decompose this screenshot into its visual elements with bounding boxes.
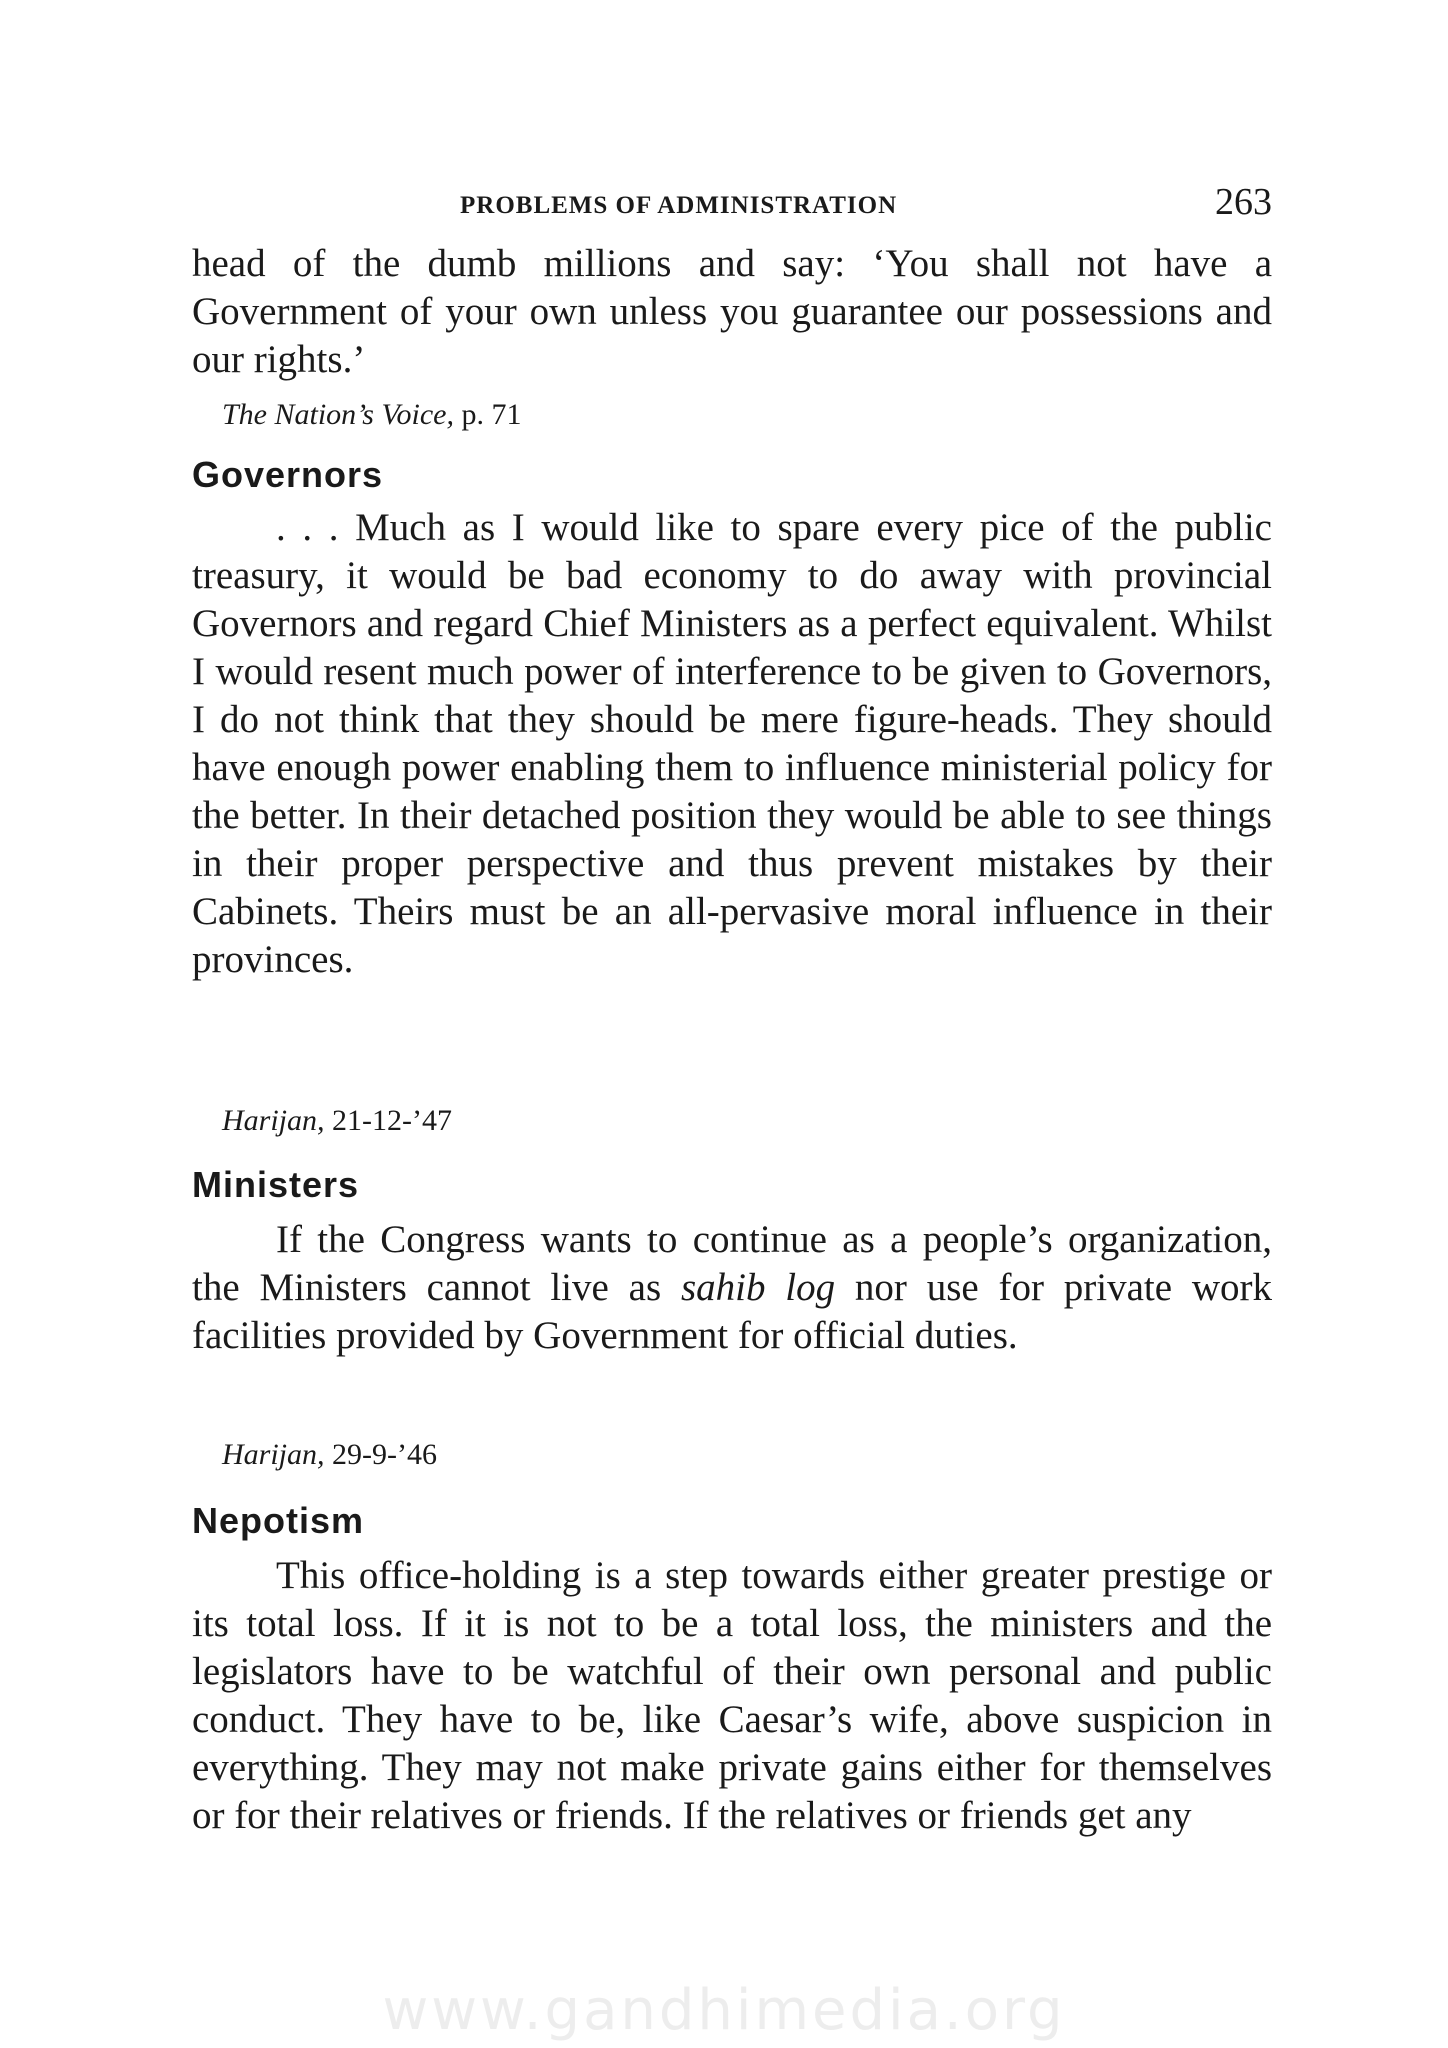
citation-governors [222,1104,452,1138]
citation-title: Harijan, [222,1438,325,1471]
continuation-citation [222,398,521,432]
heading-nepotism: Nepotism [192,1500,365,1541]
continuation-paragraph: head of the dumb millions and say: ‘You shall not have a Government of your own unless you guarantee our possessions and our rights.’ [192,242,1272,381]
page-number: 263 [1215,181,1272,223]
citation-title: The Nation’s Voice, [222,398,454,431]
paragraph-ministers [192,1216,1272,1360]
citation-ref: 21-12-’47 [332,1104,452,1137]
citation-ref: 29-9-’46 [332,1438,437,1471]
paragraph-governors: . . . Much as I would like to spare every pice of the public treasury, it would be bad economy to do away with provincial Governors and regard Chief Ministers as a perfect equivalent. Whilst I would resent much power of interference to be given to Governors, I do not think that they should be mere figure-heads. They should have enough power enabling them to influence ministerial policy for the better. In their detached position they would be able to see things in their proper perspective and thus prevent mistakes by their Cabinets. Theirs must be an all-pervasive moral influence in their provinces. [192,506,1272,981]
watermark: www.gandhimedia.org [382,1978,1066,2043]
running-title: PROBLEMS OF ADMINISTRATION [460,192,898,219]
citation-title: Harijan, [222,1104,325,1137]
citation-ref: p. 71 [461,398,522,431]
book-page [192,160,1272,1960]
heading-ministers: Ministers [192,1164,360,1205]
paragraph-ministers-text-1: If the Congress wants to continue as a people’s organization, the Ministers cannot live as [192,1218,1272,1309]
citation-ministers [222,1438,437,1472]
heading-governors: Governors [192,454,384,495]
paragraph-nepotism: This office-holding is a step towards either greater prestige or its total loss. If it is not to be a total loss, the ministers and the legislators have to be watchful of their own personal and public conduct. They have to be, like Caesar’s wife, above suspicion in everything. They may not make private gains either for themselves or for their relatives or friends. If the relatives or friends get any [192,1554,1272,1837]
paragraph-ministers-text-2: nor use for private work facilities provided by Government for official duties. [192,1266,1273,1357]
paragraph-ministers-italic: sahib log [680,1266,836,1309]
running-head [192,174,1272,234]
